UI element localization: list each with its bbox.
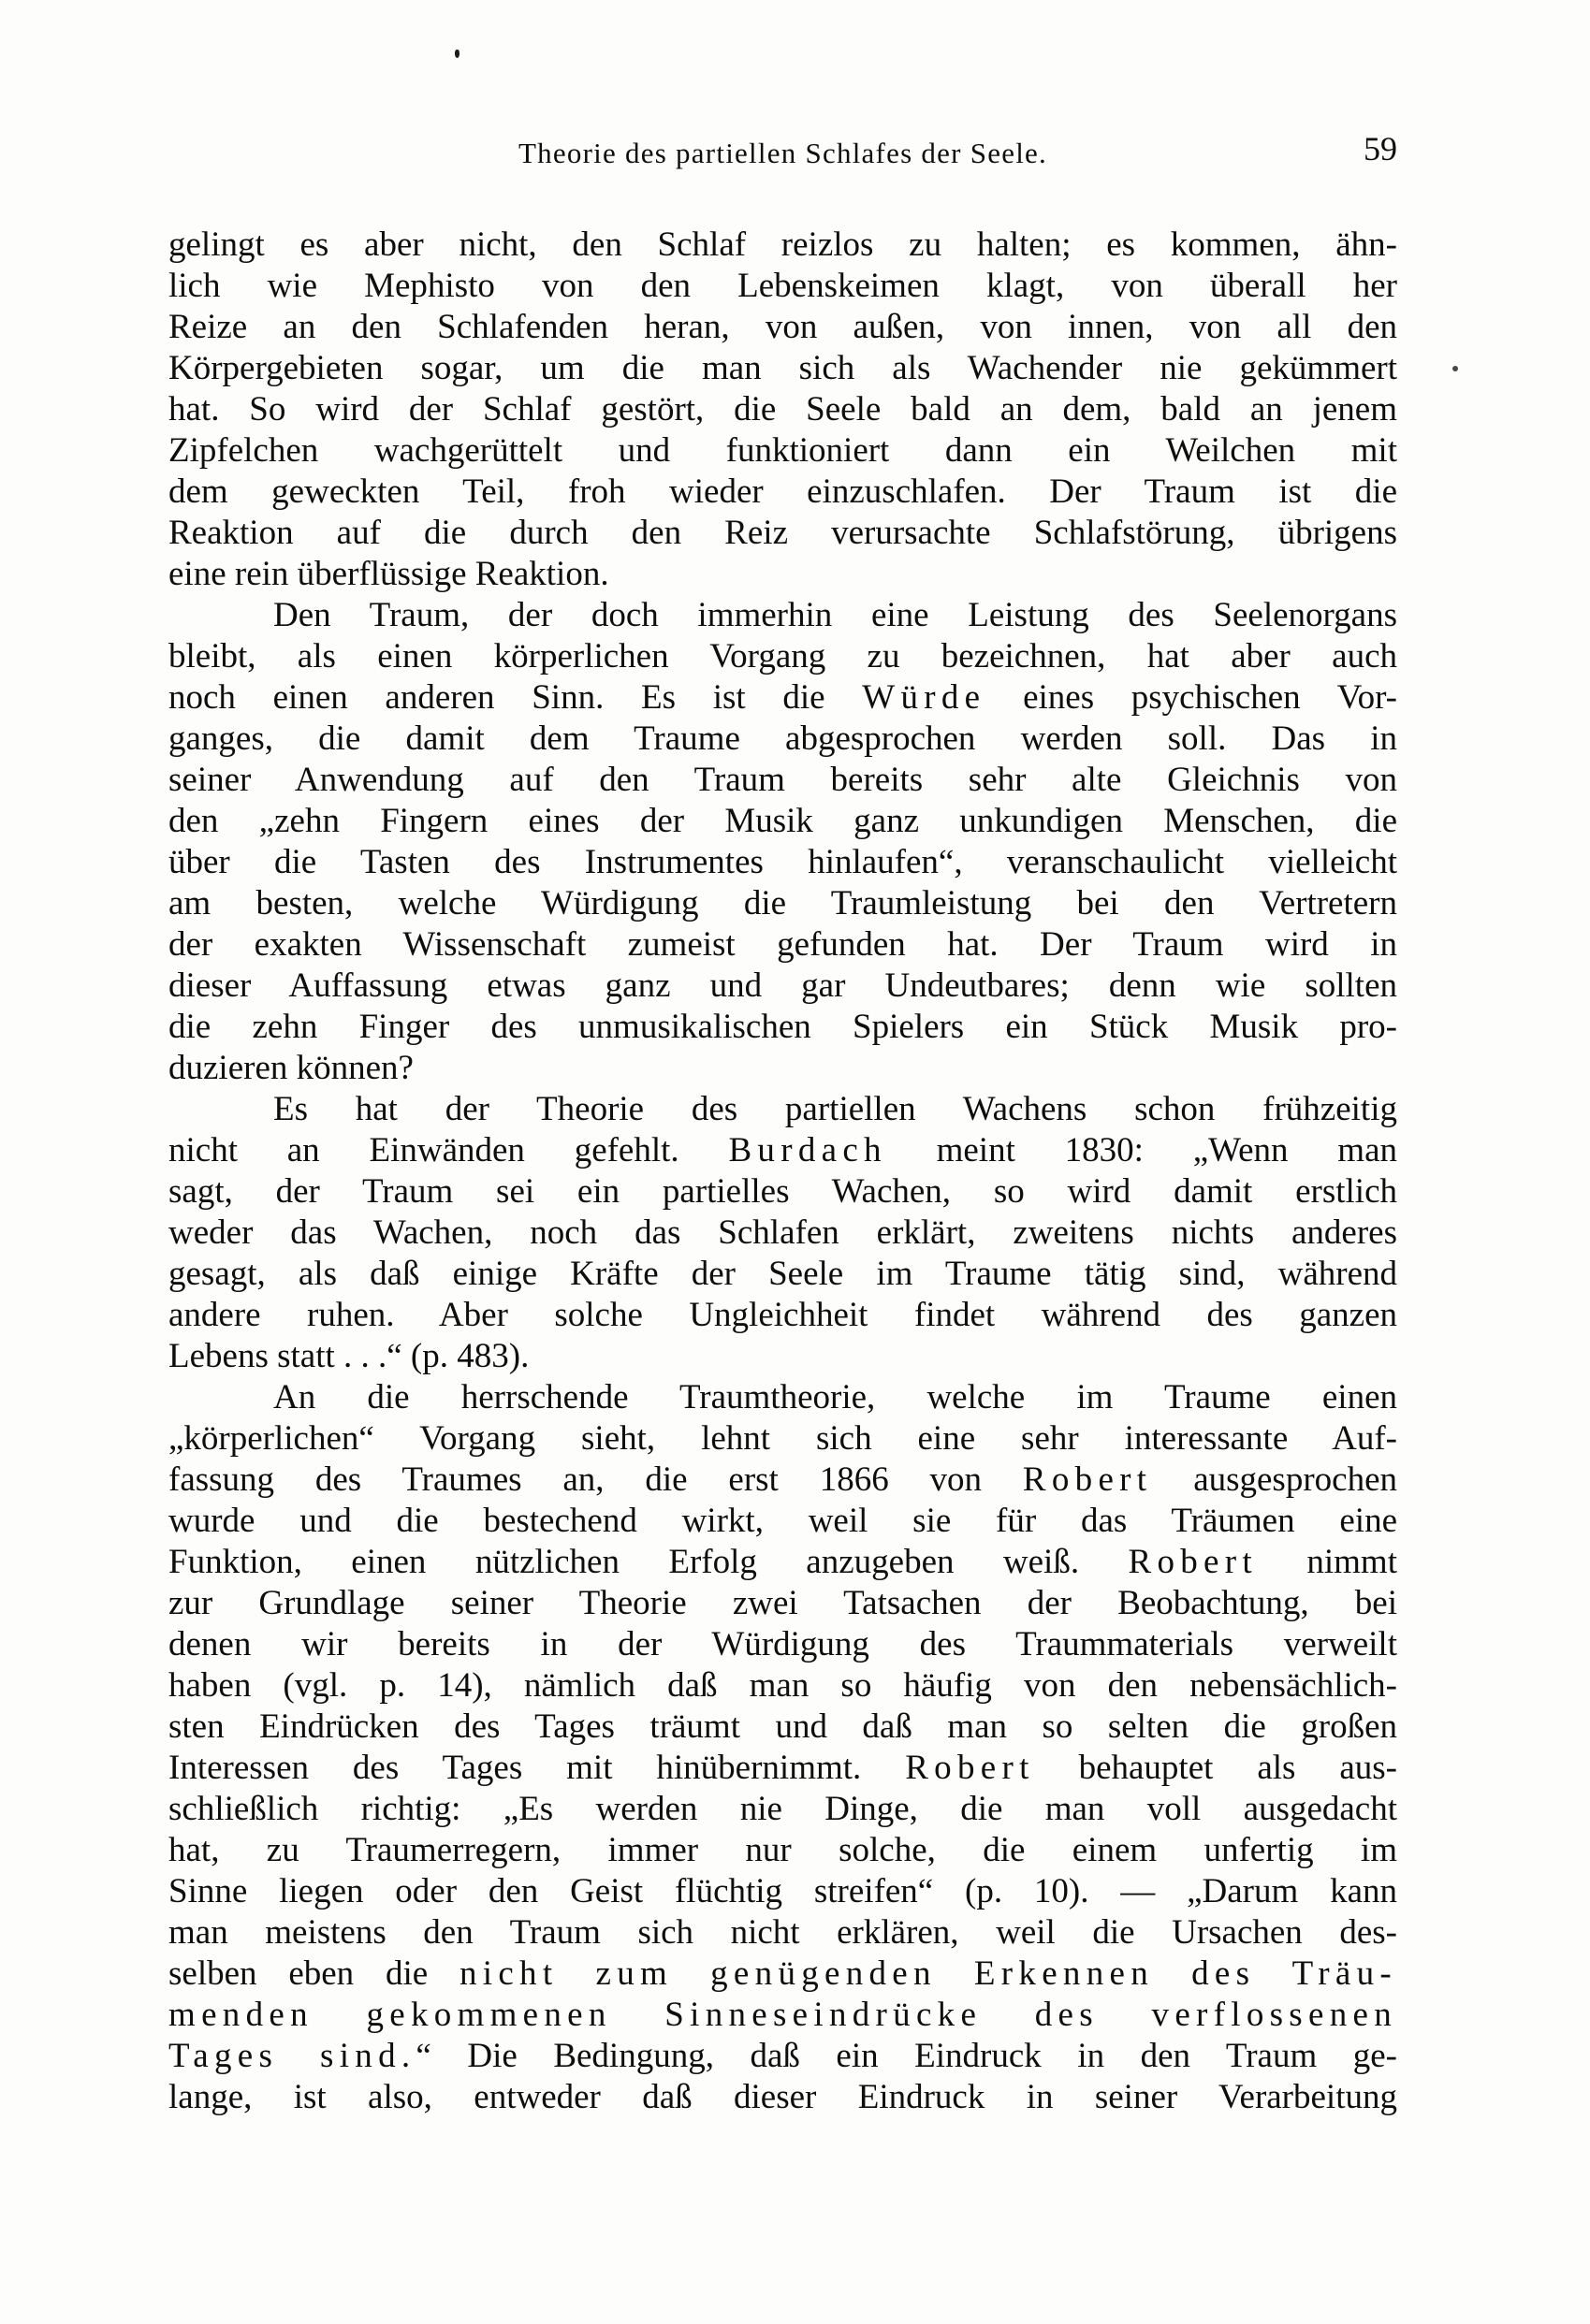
letterspaced-emphasis: Burdach	[728, 1131, 887, 1169]
text-line: gesagt, als daß einige Kräfte der Seele im Traume tätig sind, während	[168, 1255, 1397, 1293]
text-line	[168, 1995, 1397, 2036]
text-line: denen wir bereits in der Würdigung des Traummaterials verweilt	[168, 1625, 1397, 1663]
text-line: bleibt, als einen körperlichen Vorgang zu bezeichnen, hat aber auch	[168, 637, 1397, 675]
text-line: Zipfelchen wachgerüttelt und funktioniert dann ein Weilchen mit	[168, 431, 1397, 470]
text-line: sagt, der Traum sei ein partielles Wachen, so wird damit erstlich	[168, 1172, 1397, 1211]
text-line: duzieren können?	[168, 1049, 414, 1087]
text-line: hat, zu Traumerregern, immer nur solche, die einem unfertig im	[168, 1831, 1397, 1869]
text-line: man meistens den Traum sich nicht erklären, weil die Ursachen des-	[168, 1913, 1397, 1952]
text-line: zur Grundlage seiner Theorie zwei Tatsachen der Beobachtung, bei	[168, 1584, 1397, 1622]
letterspaced-emphasis: Robert	[1022, 1460, 1153, 1499]
text-line: lich wie Mephisto von den Lebenskeimen klagt, von überall her	[168, 267, 1397, 305]
text-line: über die Tasten des Instrumentes hinlaufen“, veranschaulicht vielleicht	[168, 843, 1397, 881]
letterspaced-emphasis: Robert	[1128, 1543, 1258, 1581]
text-line: haben (vgl. p. 14), nämlich daß man so häufig von den nebensächlich-	[168, 1666, 1397, 1705]
page-number: 59	[1364, 130, 1397, 167]
text-line: Es hat der Theorie des partiellen Wachens schon frühzeitig	[273, 1090, 1397, 1128]
letterspaced-emphasis: nicht zum genügenden Erkennen des Träu-	[459, 1954, 1397, 1993]
text-line: An die herrschende Traumtheorie, welche im Traume einen	[273, 1378, 1397, 1416]
text-line: gelingt es aber nicht, den Schlaf reizlos zu halten; es kommen, ähn-	[168, 225, 1397, 264]
text-line: hat. So wird der Schlaf gestört, die Seele bald an dem, bald an jenem	[168, 390, 1397, 428]
scan-artifact-dot	[1452, 366, 1458, 371]
text-line: Körpergebieten sogar, um die man sich als Wachender nie gekümmert	[168, 349, 1397, 387]
text-line: Den Traum, der doch immerhin eine Leistung des Seelenorgans	[273, 596, 1397, 634]
text-line: am besten, welche Würdigung die Traumleistung bei den Vertretern	[168, 884, 1397, 922]
text-line: den „zehn Fingern eines der Musik ganz unkundigen Menschen, die	[168, 802, 1397, 840]
text-line: sten Eindrücken des Tages träumt und daß man so selten die großen	[168, 1707, 1397, 1746]
text-line: der exakten Wissenschaft zumeist gefunden hat. Der Traum wird in	[168, 925, 1397, 964]
running-title: Theorie des partiellen Schlafes der Seele.	[518, 137, 1048, 169]
scan-artifact-dot	[455, 50, 459, 58]
page-header	[168, 130, 1397, 182]
text-line: lange, ist also, entweder daß dieser Eindruck in seiner Verarbeitung	[168, 2078, 1397, 2116]
text-line: selben eben die nicht zum genügenden Erkennen des Träu-	[168, 1954, 1397, 1993]
text-line: nicht an Einwänden gefehlt. Burdach meint 1830: „Wenn man	[168, 1131, 1397, 1169]
text-line: Reaktion auf die durch den Reiz verursachte Schlafstörung, übrigens	[168, 514, 1397, 552]
letterspaced-emphasis: Robert	[905, 1749, 1035, 1787]
body-text	[168, 225, 1397, 2118]
text-line: schließlich richtig: „Es werden nie Dinge, die man voll ausgedacht	[168, 1790, 1397, 1828]
text-line: dem geweckten Teil, froh wieder einzuschlafen. Der Traum ist die	[168, 472, 1397, 511]
letterspaced-emphasis: menden gekommenen Sinneseindrücke des verflossenen	[168, 1996, 1397, 2034]
text-line: dieser Auffassung etwas ganz und gar Undeutbares; denn wie sollten	[168, 966, 1397, 1005]
letterspaced-emphasis: Würde	[862, 678, 986, 717]
text-line: weder das Wachen, noch das Schlafen erklärt, zweitens nichts anderes	[168, 1213, 1397, 1252]
text-line: andere ruhen. Aber solche Ungleichheit findet während des ganzen	[168, 1296, 1397, 1334]
text-line: Tages sind.“ Die Bedingung, daß ein Eindruck in den Traum ge-	[168, 2037, 1398, 2075]
text-line: eine rein überflüssige Reaktion.	[168, 555, 609, 593]
text-line: seiner Anwendung auf den Traum bereits sehr alte Gleichnis von	[168, 761, 1397, 799]
text-line: wurde und die bestechend wirkt, weil sie für das Träumen eine	[168, 1502, 1397, 1540]
text-line: Funktion, einen nützlichen Erfolg anzugeben weiß. Robert nimmt	[168, 1543, 1397, 1581]
letterspaced-emphasis: Tages sind.	[168, 2037, 416, 2075]
text-line: noch einen anderen Sinn. Es ist die Würde eines psychischen Vor-	[168, 678, 1397, 717]
text-line: Reize an den Schlafenden heran, von außen, von innen, von all den	[168, 308, 1397, 346]
text-line: ganges, die damit dem Traume abgesprochen werden soll. Das in	[168, 719, 1397, 758]
text-line: fassung des Traumes an, die erst 1866 von Robert ausgesprochen	[168, 1460, 1397, 1499]
text-line: „körperlichen“ Vorgang sieht, lehnt sich eine sehr interessante Auf-	[168, 1419, 1397, 1458]
text-line: die zehn Finger des unmusikalischen Spielers ein Stück Musik pro-	[168, 1008, 1397, 1046]
text-line: Sinne liegen oder den Geist flüchtig streifen“ (p. 10). — „Darum kann	[168, 1872, 1397, 1910]
text-line: Interessen des Tages mit hinübernimmt. Robert behauptet als aus-	[168, 1749, 1397, 1787]
text-line: Lebens statt . . .“ (p. 483).	[168, 1337, 530, 1375]
